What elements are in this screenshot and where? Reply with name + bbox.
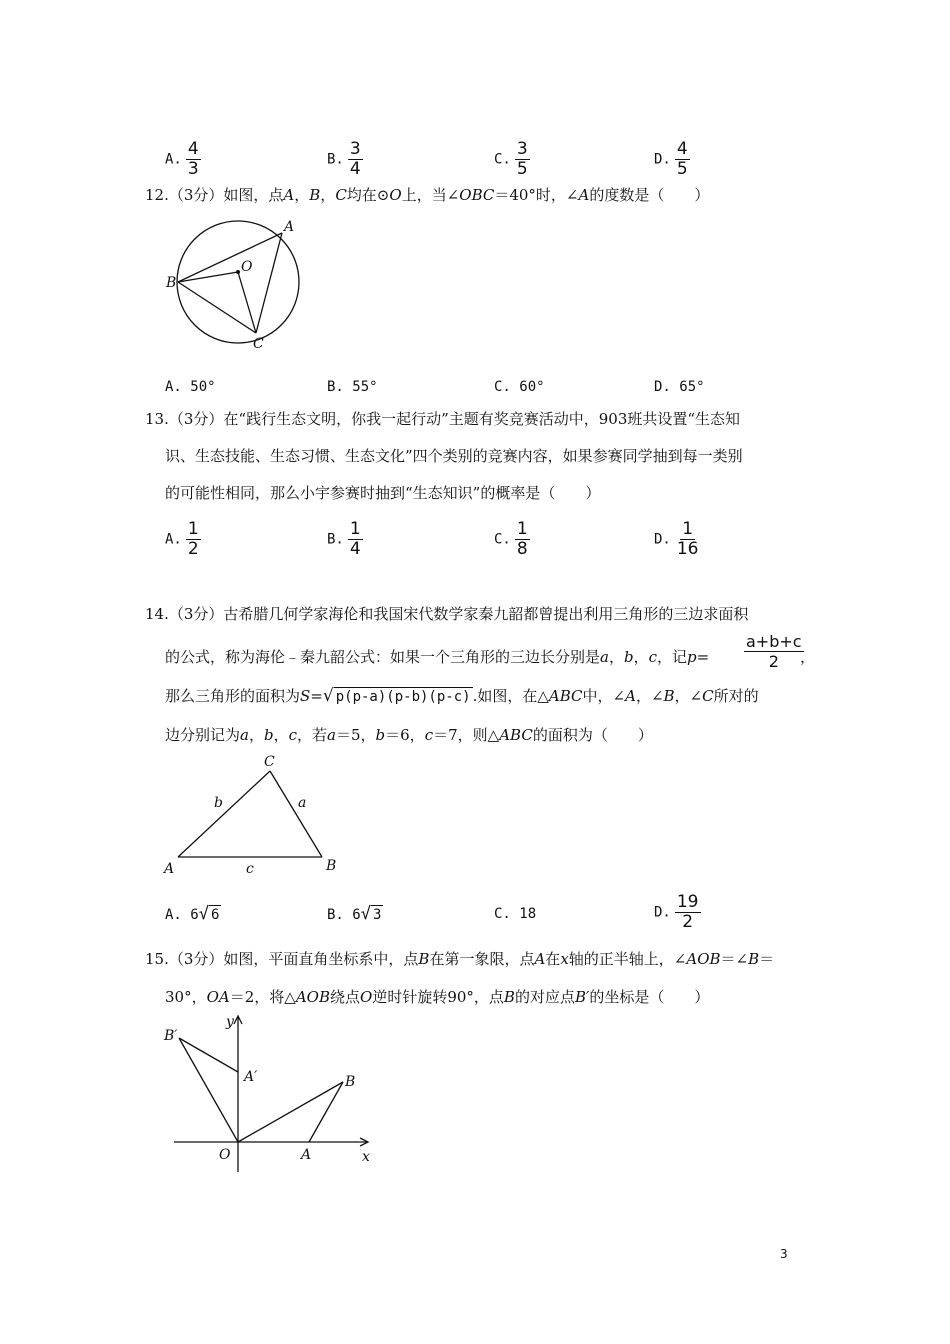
label-c: C xyxy=(253,336,264,352)
fraction: $\frac{1}{2}$ xyxy=(187,519,199,559)
label-o: O xyxy=(241,259,253,275)
fraction: $\frac{3}{4}$ xyxy=(349,139,361,179)
fraction: $\frac{1}{4}$ xyxy=(349,519,361,559)
segment-ob-prime xyxy=(179,1038,238,1142)
label-a: A xyxy=(284,219,295,235)
q15-line-2: 30°，OA＝2，将△AOB绕点O逆时针旋转90°，点B的对应点B′的坐标是（ ） xyxy=(165,988,710,1006)
radical-sign: √ xyxy=(360,904,371,924)
q14-option-c: C. 18 xyxy=(494,906,537,922)
q14-option-a: A. 6√ 6 xyxy=(165,904,220,924)
label-x: x xyxy=(362,1149,370,1165)
side-a xyxy=(270,771,322,857)
label-a: A xyxy=(301,1147,312,1163)
p-fraction: $\frac{a+b+c}{2}$ xyxy=(746,632,802,671)
q13-line-2: 识、生态技能、生态习惯、生态文化”四个类别的竞赛内容，如果参赛同学抽到每一类别 xyxy=(165,447,743,465)
label-b: B xyxy=(166,275,177,291)
fraction: $\frac{3}{5}$ xyxy=(516,139,528,179)
q13-option-b: B. $\frac{1}{4}$ xyxy=(327,519,361,559)
label-side-b: b xyxy=(214,795,223,811)
q12-option-d: D. 65° xyxy=(654,379,705,395)
q15-coordinate-figure xyxy=(160,1010,380,1180)
segment-ob xyxy=(238,1082,343,1142)
label-a-vertex: A xyxy=(164,861,175,877)
q14-triangle-figure xyxy=(160,750,350,880)
q11-option-d: D. $\frac{4}{5}$ xyxy=(654,139,688,179)
fraction: $\frac{1}{8}$ xyxy=(516,519,528,559)
heron-radicand: p(p-a)(p-b)(p-c) xyxy=(335,689,471,705)
q13-option-c: C. $\frac{1}{8}$ xyxy=(494,519,528,559)
page-number: 3 xyxy=(780,1247,788,1261)
q12-option-b: B. 55° xyxy=(327,379,378,395)
q14-line-2-end: ， xyxy=(800,648,816,666)
q14-line-1: 14.（3分）古希腊几何学家海伦和我国宋代数学家秦九韶都曾提出利用三角形的三边求面积 xyxy=(145,605,749,623)
q13-line-1: 13.（3分）在“践行生态文明，你我一起行动”主题有奖竞赛活动中，903班共设置“生态知 xyxy=(145,410,741,428)
radical-sign: √ xyxy=(322,686,334,706)
segment-bc xyxy=(178,282,256,333)
fraction: $\frac{4}{3}$ xyxy=(187,139,199,179)
q11-option-c: C. $\frac{3}{5}$ xyxy=(494,139,528,179)
label-b-vertex: B xyxy=(326,858,337,874)
label-c-vertex: C xyxy=(264,754,275,770)
label-b: B xyxy=(345,1074,356,1090)
fraction: $\frac{4}{5}$ xyxy=(676,139,688,179)
label-y: y xyxy=(226,1014,234,1030)
segment-ac xyxy=(256,233,282,333)
fraction: $\frac{19}{2}$ xyxy=(676,892,699,932)
q12-option-a: A. 50° xyxy=(165,379,216,395)
q11-option-a: A. $\frac{4}{3}$ xyxy=(165,139,199,179)
q13-line-3: 的可能性相同，那么小宇参赛时抽到“生态知识”的概率是（ ） xyxy=(165,484,601,502)
q14-line-4: 边分别记为a，b，c，若a＝5，b＝6，c＝7，则△ABC的面积为（ ） xyxy=(165,726,653,744)
label-o: O xyxy=(219,1147,231,1163)
center-dot xyxy=(236,270,240,274)
q14-line-3: 那么三角形的面积为S=√ p(p-a)(p-b)(p-c) .如图，在△ABC中，∠A，∠B，∠C所对的 xyxy=(165,686,759,706)
label-side-c: c xyxy=(246,861,254,877)
side-b xyxy=(178,771,270,857)
label-b-prime: B′ xyxy=(164,1028,178,1044)
label-side-a: a xyxy=(298,795,307,811)
q14-option-b: B. 6√ 3 xyxy=(327,904,382,924)
radical-sign: √ xyxy=(198,904,209,924)
segment-oc xyxy=(238,272,256,333)
q15-line-1: 15.（3分）如图，平面直角坐标系中，点B在第一象限，点A在x轴的正半轴上，∠AOB＝∠B＝ xyxy=(145,950,775,968)
q12-option-c: C. 60° xyxy=(494,379,545,395)
q13-option-a: A. $\frac{1}{2}$ xyxy=(165,519,199,559)
fraction: $\frac{1}{16}$ xyxy=(676,519,699,559)
segment-bo xyxy=(178,272,238,282)
q12-circle-figure xyxy=(160,210,310,355)
q13-option-d: D. $\frac{1}{16}$ xyxy=(654,519,699,559)
q14-line-2: 的公式，称为海伦﹣秦九韶公式：如果一个三角形的三边长分别是a，b，c，记p= xyxy=(165,648,710,666)
q14-option-d: D. $\frac{19}{2}$ xyxy=(654,892,699,932)
q11-option-b: B. $\frac{3}{4}$ xyxy=(327,139,361,179)
label-a-prime: A′ xyxy=(244,1069,258,1085)
segment-a-prime-b-prime xyxy=(179,1038,238,1072)
q12-stem: 12.（3分）如图，点A，B，C均在⊙O上，当∠OBC＝40°时，∠A的度数是（ ） xyxy=(145,186,710,204)
